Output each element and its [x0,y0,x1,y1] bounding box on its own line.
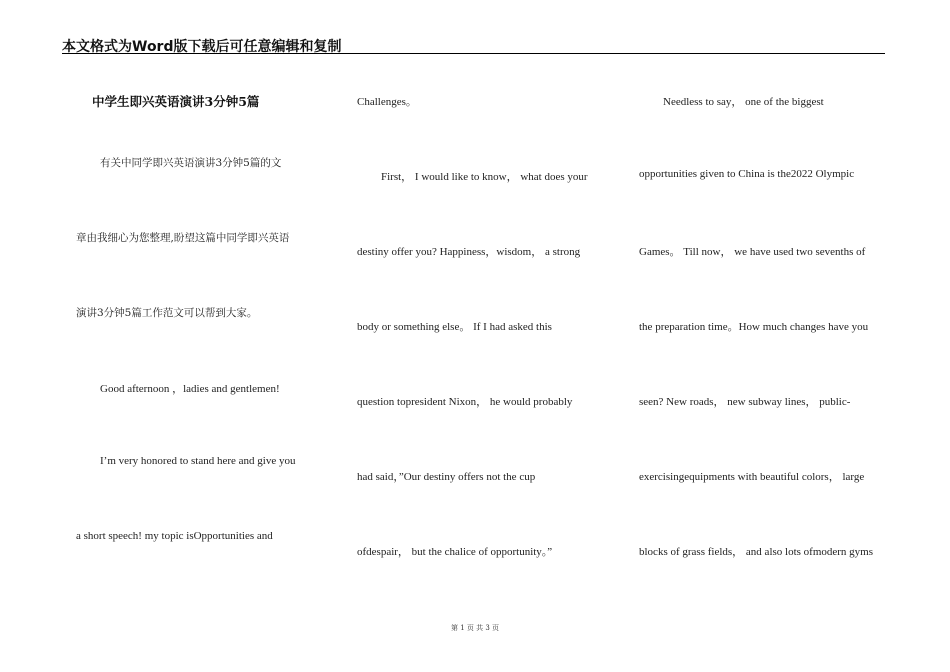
page-indicator: 第 1 页 共 3 页 [450,624,500,632]
column-1-line: a short speech! my topic isOpportunities and [76,530,273,542]
column-1-line: I’m very honored to stand here and give you [100,455,296,467]
column-2-line: question topresident Nixon， he would probably [357,396,573,408]
column-3-line: opportunities given to China is the2022 Olympic [639,168,855,180]
header-title: 本文格式为Word版下载后可任意编辑和复制 [62,39,342,55]
document-title: 中学生即兴英语演讲3分钟5篇 [92,94,260,109]
column-3-line: the preparation time。How much changes have you [639,321,869,333]
column-2-line: body or something else。 If I had asked this [357,321,552,333]
column-2-line: destiny offer you? Happiness，wisdom， a strong [357,246,581,258]
column-1-line: 演讲3分钟5篇工作范文可以帮到大家。 [76,307,258,319]
column-3-line: blocks of grass fields， and also lots ofmodern gyms [639,546,874,558]
column-3-line: Needless to say， one of the biggest [663,96,824,108]
column-3-line: exercisingequipments with beautiful colors， large [639,471,865,483]
column-3-line: Games。 Till now， we have used two sevenths of [639,246,866,258]
column-3-line: seen? New roads， new subway lines， public- [639,396,851,408]
column-1-line: 有关中同学即兴英语演讲3分钟5篇的文 [100,157,282,169]
column-2-line: had said，”Our destiny offers not the cup [357,471,536,483]
header-divider [62,53,885,54]
column-1-line: Good afternoon ，ladies and gentlemen! [100,383,280,395]
column-2-line: First， I would like to know， what does your [381,171,588,183]
column-1-line: 章由我细心为您整理,盼望这篇中同学即兴英语 [76,232,290,244]
column-2-line: Challenges。 [357,96,417,108]
column-2-line: ofdespair， but the chalice of opportunity。” [357,546,553,558]
